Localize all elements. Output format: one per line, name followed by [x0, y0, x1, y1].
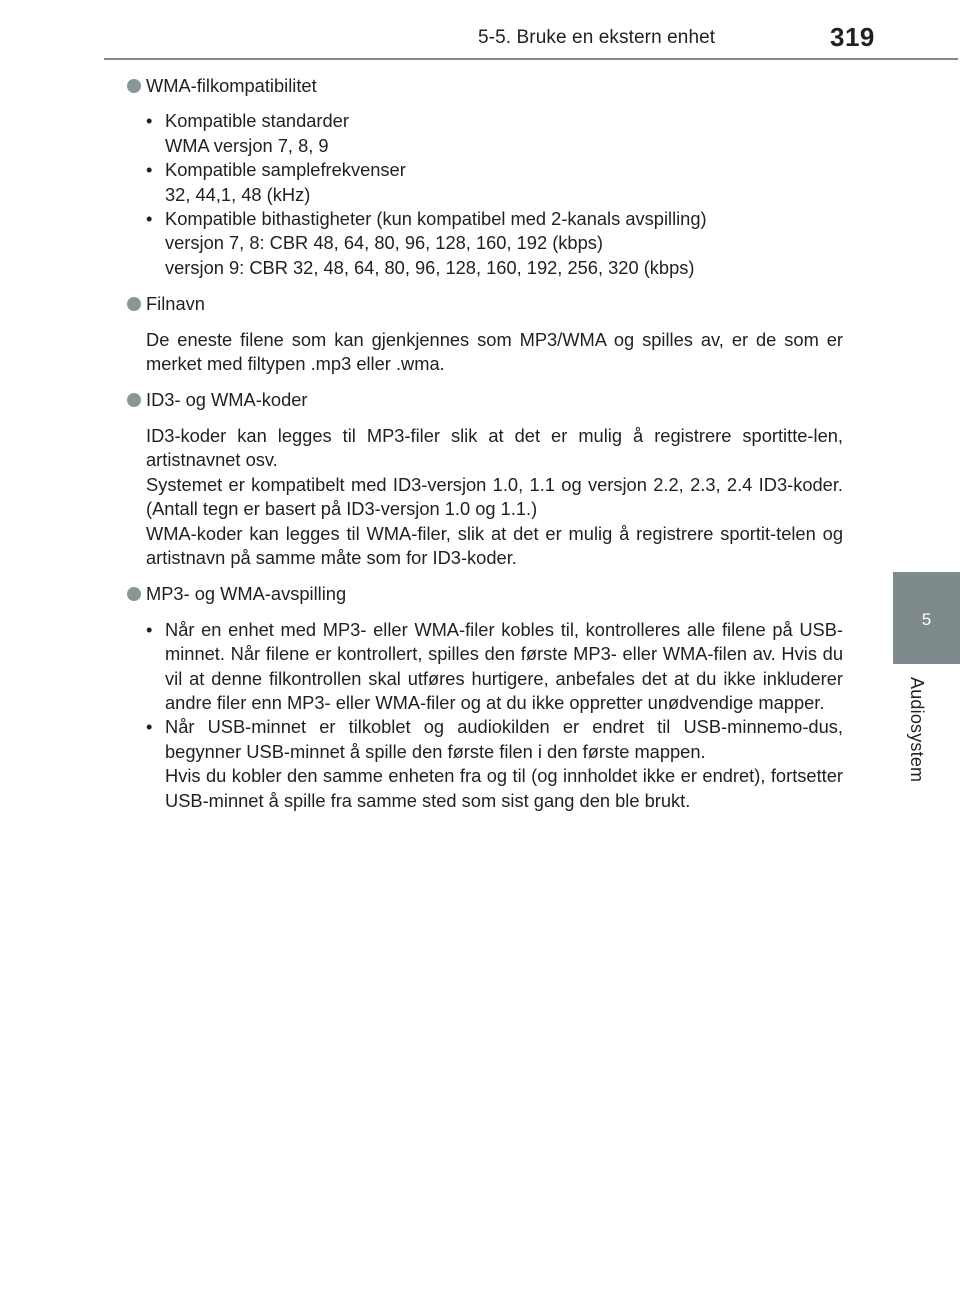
paragraph: Systemet er kompatibelt med ID3-versjon 1.0, 1.1 og versjon 2.2, 2.3, 2.4 ID3-koder. (Antall tegn er basert på ID3-versjon 1.0 og 1.1.): [146, 473, 843, 520]
paragraph: WMA-koder kan legges til WMA-filer, slik at det er mulig å registrere sportit-telen og artistnavn på samme måte som for ID3-koder.: [146, 522, 843, 568]
bullet-dot-icon: [127, 79, 141, 93]
section-title: MP3- og WMA-avspilling: [146, 583, 347, 605]
list-item: [146, 618, 843, 716]
chapter-label: Audiosystem: [907, 677, 927, 783]
list-item: [146, 158, 843, 207]
list-item-detail: versjon 7, 8: CBR 48, 64, 80, 96, 128, 160, 192 (kbps): [165, 232, 604, 254]
section-heading: [127, 74, 843, 98]
list-item: [146, 109, 843, 158]
paragraph: ID3-koder kan legges til MP3-filer slik at det er mulig å registrere sportitte-len, artistnavnet osv.: [146, 424, 843, 471]
list-item-text: Kompatible samplefrekvenser: [165, 159, 406, 181]
bullet-icon: •: [146, 716, 153, 738]
list-item-text: Når USB-minnet er tilkoblet og audiokilden er endret til USB-minnemo-dus, begynner USB-minnet å spille den første filen i den første mappen.: [165, 716, 843, 762]
section-title: WMA-filkompatibilitet: [146, 75, 317, 96]
header-rule: [104, 58, 958, 60]
section-heading: [127, 582, 843, 606]
bullet-icon: •: [146, 159, 153, 181]
list-item-text: Når en enhet med MP3- eller WMA-filer kobles til, kontrolleres alle filene på USB-minnet. Når filene er kontrollert, spilles den første MP3- eller WMA-filen av. Hvis du vil at denne filkontrollen skal utføres hurtigere, anbefales det at du ikke inkluderer andre filer enn MP3- eller WMA-filer og at du ikke oppretter unødvendige mapper.: [165, 618, 843, 713]
section-heading: [127, 292, 843, 316]
section-wma-compatibility: [127, 74, 843, 280]
list-item-detail: Hvis du kobler den samme enheten fra og til (og innholdet ikke er endret), fortsetter USB-minnet å spille fra samme sted som sist gang den ble brukt.: [165, 765, 843, 811]
section-heading: [127, 388, 843, 412]
bullet-dot-icon: [127, 393, 141, 407]
list-item-text: Kompatible bithastigheter (kun kompatibel med 2-kanals avspilling): [165, 208, 707, 230]
page-content: [127, 74, 843, 813]
bullet-icon: •: [146, 618, 153, 640]
page-number: 319: [830, 22, 875, 52]
bullet-icon: •: [146, 110, 153, 132]
header-section-title: 5-5. Bruke en ekstern enhet: [478, 27, 716, 48]
bullet-dot-icon: [127, 297, 141, 311]
section-title: Filnavn: [146, 293, 205, 315]
paragraph: De eneste filene som kan gjenkjennes som MP3/WMA og spilles av, er de som er merket med filtypen .mp3 eller .wma.: [146, 328, 843, 375]
list-item-detail: WMA versjon 7, 8, 9: [165, 134, 329, 156]
chapter-number: 5: [921, 610, 932, 629]
list-item-text: Kompatible standarder: [165, 110, 349, 132]
section-body: [127, 618, 843, 813]
section-filename: [127, 292, 843, 376]
list-item-detail: versjon 9: CBR 32, 48, 64, 80, 96, 128, 160, 192, 256, 320 (kbps): [165, 256, 695, 278]
section-id3-wma-tags: [127, 388, 843, 570]
bullet-dot-icon: [127, 587, 141, 601]
section-title: ID3- og WMA-koder: [146, 389, 308, 411]
section-mp3-wma-playback: [127, 582, 843, 813]
list-item-detail: 32, 44,1, 48 (kHz): [165, 183, 311, 205]
section-body: [127, 424, 843, 570]
bullet-icon: •: [146, 208, 153, 230]
section-body: [127, 328, 843, 377]
list-item: [146, 207, 843, 280]
list-item: [146, 715, 843, 813]
chapter-tab: [893, 572, 960, 664]
section-body: [127, 109, 843, 280]
